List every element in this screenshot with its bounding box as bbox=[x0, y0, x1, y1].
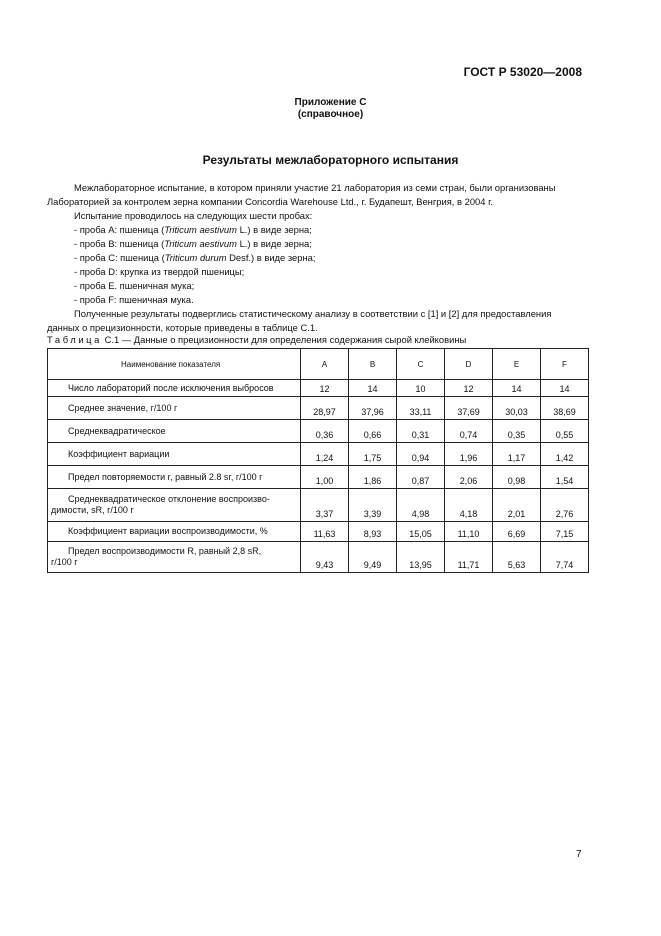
table-cell: 11,10 bbox=[445, 522, 493, 542]
table-cell: 28,97 bbox=[301, 397, 349, 420]
table-cell: 2,06 bbox=[445, 466, 493, 489]
table-cell: 0,98 bbox=[493, 466, 541, 489]
table-row bbox=[48, 397, 589, 420]
sample-item: - проба С: пшеница (Triticum durum Desf.) в виде зерна; bbox=[74, 252, 316, 263]
table-cell: 2,76 bbox=[541, 489, 589, 522]
table-cell: 2,01 bbox=[493, 489, 541, 522]
row-label: Коэффициент вариации воспроизводимости, % bbox=[48, 522, 301, 542]
body-text bbox=[47, 181, 587, 335]
table-cell: 0,55 bbox=[541, 420, 589, 443]
table-cell: 37,96 bbox=[349, 397, 397, 420]
table-cell: 11,71 bbox=[445, 542, 493, 573]
table-cell: 1,00 bbox=[301, 466, 349, 489]
table-row bbox=[48, 420, 589, 443]
table-cell: 1,42 bbox=[541, 443, 589, 466]
table-cell: 38,69 bbox=[541, 397, 589, 420]
row-label: Среднее значение, г/100 г bbox=[48, 397, 301, 420]
table-cell: 0,31 bbox=[397, 420, 445, 443]
table-cell: 0,87 bbox=[397, 466, 445, 489]
sample-item: - проба Е. пшеничная мука; bbox=[74, 280, 195, 291]
table-cell: 0,66 bbox=[349, 420, 397, 443]
appendix-title: Приложение С bbox=[294, 97, 367, 108]
table-cell: 0,94 bbox=[397, 443, 445, 466]
table-cell: 13,95 bbox=[397, 542, 445, 573]
row-label: Коэффициент вариации bbox=[48, 443, 301, 466]
table-cell: 1,24 bbox=[301, 443, 349, 466]
table-cell: 15,05 bbox=[397, 522, 445, 542]
table-cell: 12 bbox=[445, 380, 493, 397]
sample-item: - проба В: пшеница (Triticum aestivum L.) в виде зерна; bbox=[74, 238, 312, 249]
table-row bbox=[48, 466, 589, 489]
table-cell: 1,75 bbox=[349, 443, 397, 466]
table-cell: 1,86 bbox=[349, 466, 397, 489]
table-cell: 7,15 bbox=[541, 522, 589, 542]
precision-table bbox=[47, 348, 589, 573]
paragraph-line: Полученные результаты подверглись статистическому анализу в соответствии с [1] и [2] для предоставления bbox=[74, 308, 552, 319]
table-cell: 9,43 bbox=[301, 542, 349, 573]
column-header: В bbox=[349, 349, 397, 380]
document-standard-id: ГОСТ Р 53020—2008 bbox=[463, 65, 582, 79]
table-header-row bbox=[48, 349, 589, 380]
table-cell: 9,49 bbox=[349, 542, 397, 573]
table-cell: 1,17 bbox=[493, 443, 541, 466]
column-header: Наименование показателя bbox=[48, 349, 301, 380]
table-row bbox=[48, 522, 589, 542]
sample-item: - проба F: пшеничная мука. bbox=[74, 294, 194, 305]
table-cell: 3,39 bbox=[349, 489, 397, 522]
table-cell: 4,98 bbox=[397, 489, 445, 522]
row-label: Среднеквадратическое bbox=[48, 420, 301, 443]
table-row bbox=[48, 542, 589, 573]
appendix-type: (справочное) bbox=[297, 109, 364, 120]
table-row bbox=[48, 443, 589, 466]
row-label: Среднеквадратическое отклонение воспроизво- димости, sR, г/100 г bbox=[48, 489, 301, 522]
table-cell: 6,69 bbox=[493, 522, 541, 542]
page-number: 7 bbox=[576, 849, 582, 860]
table-cell: 14 bbox=[493, 380, 541, 397]
table-cell: 30,03 bbox=[493, 397, 541, 420]
table-caption-word: Таблица bbox=[47, 334, 102, 345]
row-label: Предел повторяемости r, равный 2.8 sr, г/100 г bbox=[48, 466, 301, 489]
table-cell: 0,35 bbox=[493, 420, 541, 443]
column-header: D bbox=[445, 349, 493, 380]
table-cell: 33,11 bbox=[397, 397, 445, 420]
table-cell: 0,74 bbox=[445, 420, 493, 443]
table-cell: 3,37 bbox=[301, 489, 349, 522]
table-cell: 7,74 bbox=[541, 542, 589, 573]
table-cell: 0,36 bbox=[301, 420, 349, 443]
table-cell: 1,54 bbox=[541, 466, 589, 489]
column-header: А bbox=[301, 349, 349, 380]
paragraph-line: данных о прецизионности, которые приведены в таблице С.1. bbox=[47, 322, 318, 333]
table-cell: 37,69 bbox=[445, 397, 493, 420]
table-cell: 12 bbox=[301, 380, 349, 397]
sample-item: - проба А: пшеница (Triticum aestivum L.) в виде зерна; bbox=[74, 224, 312, 235]
table-cell: 10 bbox=[397, 380, 445, 397]
paragraph-line: Испытание проводилось на следующих шести пробах: bbox=[74, 210, 313, 221]
column-header: Е bbox=[493, 349, 541, 380]
table-caption bbox=[47, 334, 466, 345]
row-label: Число лабораторий после исключения выбросов bbox=[48, 380, 301, 397]
column-header: F bbox=[541, 349, 589, 380]
table-cell: 11,63 bbox=[301, 522, 349, 542]
table-cell: 14 bbox=[541, 380, 589, 397]
paragraph-line: Лабораторией за контролем зерна компании Concordia Warehouse Ltd., г. Будапешт, Венгрия, в 2004 г. bbox=[47, 196, 493, 207]
table-cell: 8,93 bbox=[349, 522, 397, 542]
row-label: Предел воспроизводимости R, равный 2,8 sR, г/100 г bbox=[48, 542, 301, 573]
paragraph-line: Межлабораторное испытание, в котором приняли участие 21 лаборатория из семи стран, были организованы bbox=[74, 182, 556, 193]
table-row bbox=[48, 380, 589, 397]
table-cell: 4,18 bbox=[445, 489, 493, 522]
table-cell: 5,63 bbox=[493, 542, 541, 573]
table-cell: 14 bbox=[349, 380, 397, 397]
sample-item: - проба D: крупка из твердой пшеницы; bbox=[74, 266, 245, 277]
column-header: С bbox=[397, 349, 445, 380]
section-title: Результаты межлабораторного испытания bbox=[202, 153, 459, 167]
table-row bbox=[48, 489, 589, 522]
table-cell: 1,96 bbox=[445, 443, 493, 466]
table-caption-text: С.1 — Данные о прецизионности для определения содержания сырой клейковины bbox=[104, 334, 467, 345]
